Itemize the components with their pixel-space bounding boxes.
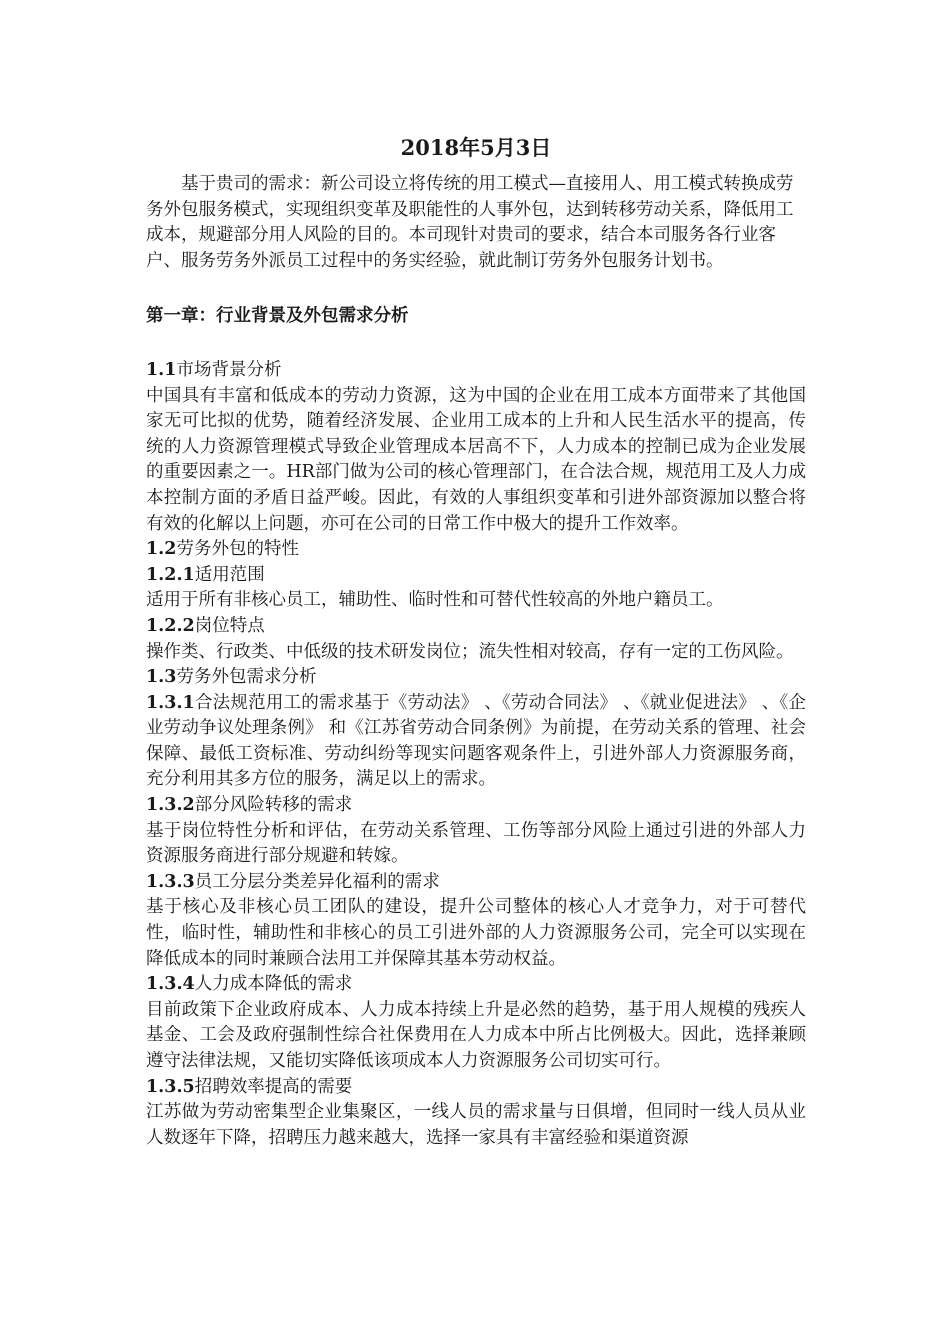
section-1-1: [146, 358, 806, 537]
section-heading: [146, 691, 806, 793]
section-heading: [146, 665, 806, 691]
intro-paragraph: 基于贵司的需求：新公司设立将传统的用工模式—直接用人、用工模式转换成劳务外包服务模式，实现组织变革及职能性的人事外包，达到转移劳动关系，降低用工成本，规避部分用人风险的目的。本司现针对贵司的要求，结合本司服务各行业客户、服务劳务外派员工过程中的务实经验，就此制订劳务外包服务计划书。: [146, 174, 794, 271]
section-number: 1.3.4: [146, 974, 195, 995]
section-1-2-2: [146, 614, 806, 665]
section-heading: [146, 563, 806, 589]
section-heading: [146, 537, 806, 563]
section-title: 人力成本降低的需求: [194, 974, 353, 995]
section-title: 劳务外包需求分析: [176, 667, 317, 688]
section-heading: [146, 358, 806, 384]
section-1-2-1: [146, 563, 806, 614]
section-title: 合法规范用工的需求基于《劳动法》 、《劳动合同法》 、《就业促进法》 、《企业劳动争议处理条例》 和《江苏省劳动合同条例》为前提，在劳动关系的管理、社会保障、最低工资标准、劳动纠纷等现实问题客观条件上，引进外部人力资源服务商，充分利用其多方位的服务，满足以上的需求。: [146, 692, 806, 790]
section-number: 1.3.2: [146, 795, 195, 816]
section-number: 1.3.3: [146, 871, 195, 892]
section-1-2: [146, 537, 806, 563]
section-body: 基于核心及非核心员工团队的建设，提升公司整体的核心人才竞争力，对于可替代性，临时性，辅助性和非核心的员工引进外部的人力资源服务公司，完全可以实现在降低成本的同时兼顾合法用工并保障其基本劳动权益。: [146, 897, 806, 969]
section-heading: [146, 972, 806, 998]
section-1-3-4: [146, 972, 806, 1074]
section-heading: [146, 793, 806, 819]
section-number: 1.1: [146, 359, 177, 380]
section-body: 目前政策下企业政府成本、人力成本持续上升是必然的趋势，基于用人规模的残疾人基金、工会及政府强制性综合社保费用在人力成本中所占比例极大。因此，选择兼顾遵守法律法规，又能切实降低该项成本人力资源服务公司切实可行。: [146, 999, 806, 1071]
section-title: 市场背景分析: [176, 359, 282, 380]
chapter-title: 第一章：行业背景及外包需求分析: [146, 306, 409, 327]
section-heading: [146, 870, 806, 896]
section-number: 1.2: [146, 539, 177, 560]
section-1-3-2: [146, 793, 806, 870]
section-body: 中国具有丰富和低成本的劳动力资源，这为中国的企业在用工成本方面带来了其他国家无可比拟的优势，随着经济发展、企业用工成本的上升和人民生活水平的提高，传统的人力资源管理模式导致企业管理成本居高不下，人力成本的控制已成为企业发展的重要因素之一。HR部门做为公司的核心管理部门，在合法合规，规范用工及人力成本控制方面的矛盾日益严峻。因此，有效的人事组织变革和引进外部资源加以整合将有效的化解以上问题，亦可在公司的日常工作中极大的提升工作效率。: [146, 385, 806, 534]
document-page: [146, 134, 806, 1151]
section-1-3-1: [146, 691, 806, 793]
section-body: 江苏做为劳动密集型企业集聚区，一线人员的需求量与日俱增，但同时一线人员从业人数逐年下降，招聘压力越来越大，选择一家具有丰富经验和渠道资源: [146, 1102, 806, 1148]
section-title: 适用范围: [194, 564, 265, 585]
section-body: 操作类、行政类、中低级的技术研发岗位；流失性相对较高，存有一定的工伤风险。: [146, 641, 794, 662]
section-number: 1.2.1: [146, 564, 195, 585]
section-title: 劳务外包的特性: [176, 539, 299, 560]
section-title: 员工分层分类差异化福利的需求: [194, 871, 440, 892]
section-number: 1.2.2: [146, 615, 195, 636]
section-1-3-5: [146, 1075, 806, 1152]
section-number: 1.3.1: [146, 692, 195, 713]
document-date: 2018年5月3日: [400, 135, 552, 160]
section-number: 1.3: [146, 667, 177, 688]
section-heading: [146, 1075, 806, 1101]
section-1-3-3: [146, 870, 806, 972]
section-1-3: [146, 665, 806, 691]
section-heading: [146, 614, 806, 640]
section-title: 部分风险转移的需求: [194, 795, 353, 816]
section-number: 1.3.5: [146, 1076, 195, 1097]
section-title: 招聘效率提高的需要: [194, 1076, 353, 1097]
section-body: 基于岗位特性分析和评估，在劳动关系管理、工伤等部分风险上通过引进的外部人力资源服务商进行部分规避和转嫁。: [146, 820, 806, 867]
section-body: 适用于所有非核心员工，辅助性、临时性和可替代性较高的外地户籍员工。: [146, 590, 724, 611]
section-title: 岗位特点: [194, 615, 265, 636]
